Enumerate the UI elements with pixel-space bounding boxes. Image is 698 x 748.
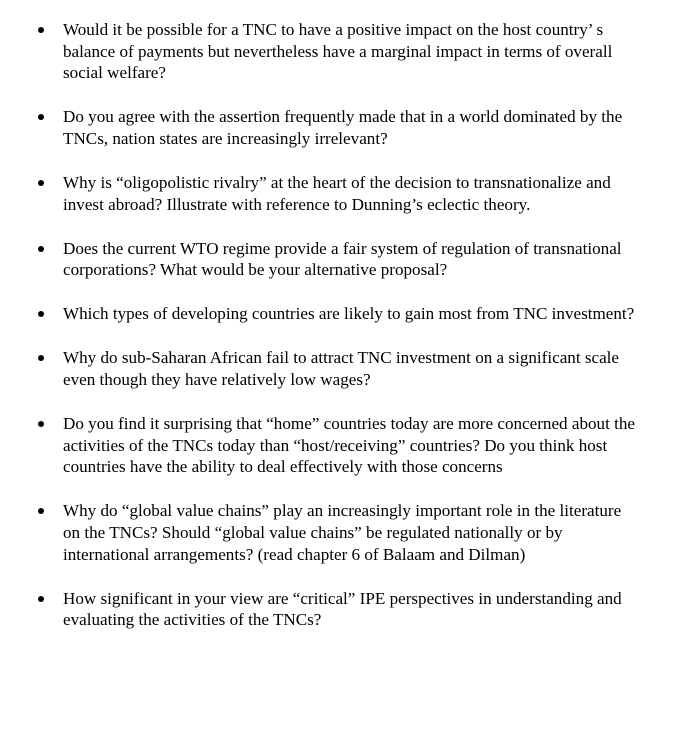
question-text: Why is “oligopolistic rivalry” at the heart of the decision to transnationalize and invest abroad? Illustrate with reference to Dunning’s eclectic theory. <box>63 172 611 214</box>
bullet-icon <box>38 180 44 186</box>
question-text: How significant in your view are “critical” IPE perspectives in understanding and evaluating the activities of the TNCs? <box>63 588 622 630</box>
bullet-icon <box>38 27 44 33</box>
question-text: Which types of developing countries are likely to gain most from TNC investment? <box>63 304 635 324</box>
question-item-1 <box>0 19 698 84</box>
bullet-icon <box>38 311 44 317</box>
bullet-icon <box>38 246 44 252</box>
question-text: Why do “global value chains” play an increasingly important role in the literature on the TNCs? Should “global value chains” be regulated nationally or by international arrangements? (read chapter 6 of Balaam and Dilman) <box>63 501 622 564</box>
question-item-2 <box>0 106 698 149</box>
question-item-4 <box>0 238 698 281</box>
question-item-7 <box>0 413 698 478</box>
question-list <box>0 19 698 653</box>
question-item-8 <box>0 500 698 565</box>
bullet-icon <box>38 421 44 427</box>
question-text: Why do sub-Saharan African fail to attract TNC investment on a significant scale even though they have relatively low wages? <box>63 348 620 390</box>
question-item-5 <box>0 303 698 325</box>
question-item-9 <box>0 588 698 631</box>
bullet-icon <box>38 596 44 602</box>
question-text: Do you find it surprising that “home” countries today are more concerned about the activities of the TNCs today than “host/receiving” countries? Do you think host countries have the ability to deal effectively with those concerns <box>63 414 635 477</box>
question-text: Would it be possible for a TNC to have a positive impact on the host country’ s balance of payments but nevertheless have a marginal impact in terms of overall social welfare? <box>63 20 613 83</box>
question-item-6 <box>0 347 698 390</box>
question-item-3 <box>0 172 698 215</box>
question-text: Do you agree with the assertion frequently made that in a world dominated by the TNCs, nation states are increasingly irrelevant? <box>63 107 623 148</box>
question-text: Does the current WTO regime provide a fair system of regulation of transnational corporations? What would be your alternative proposal? <box>63 238 622 280</box>
bullet-icon <box>38 508 44 514</box>
bullet-icon <box>38 355 44 361</box>
bullet-icon <box>38 114 44 120</box>
